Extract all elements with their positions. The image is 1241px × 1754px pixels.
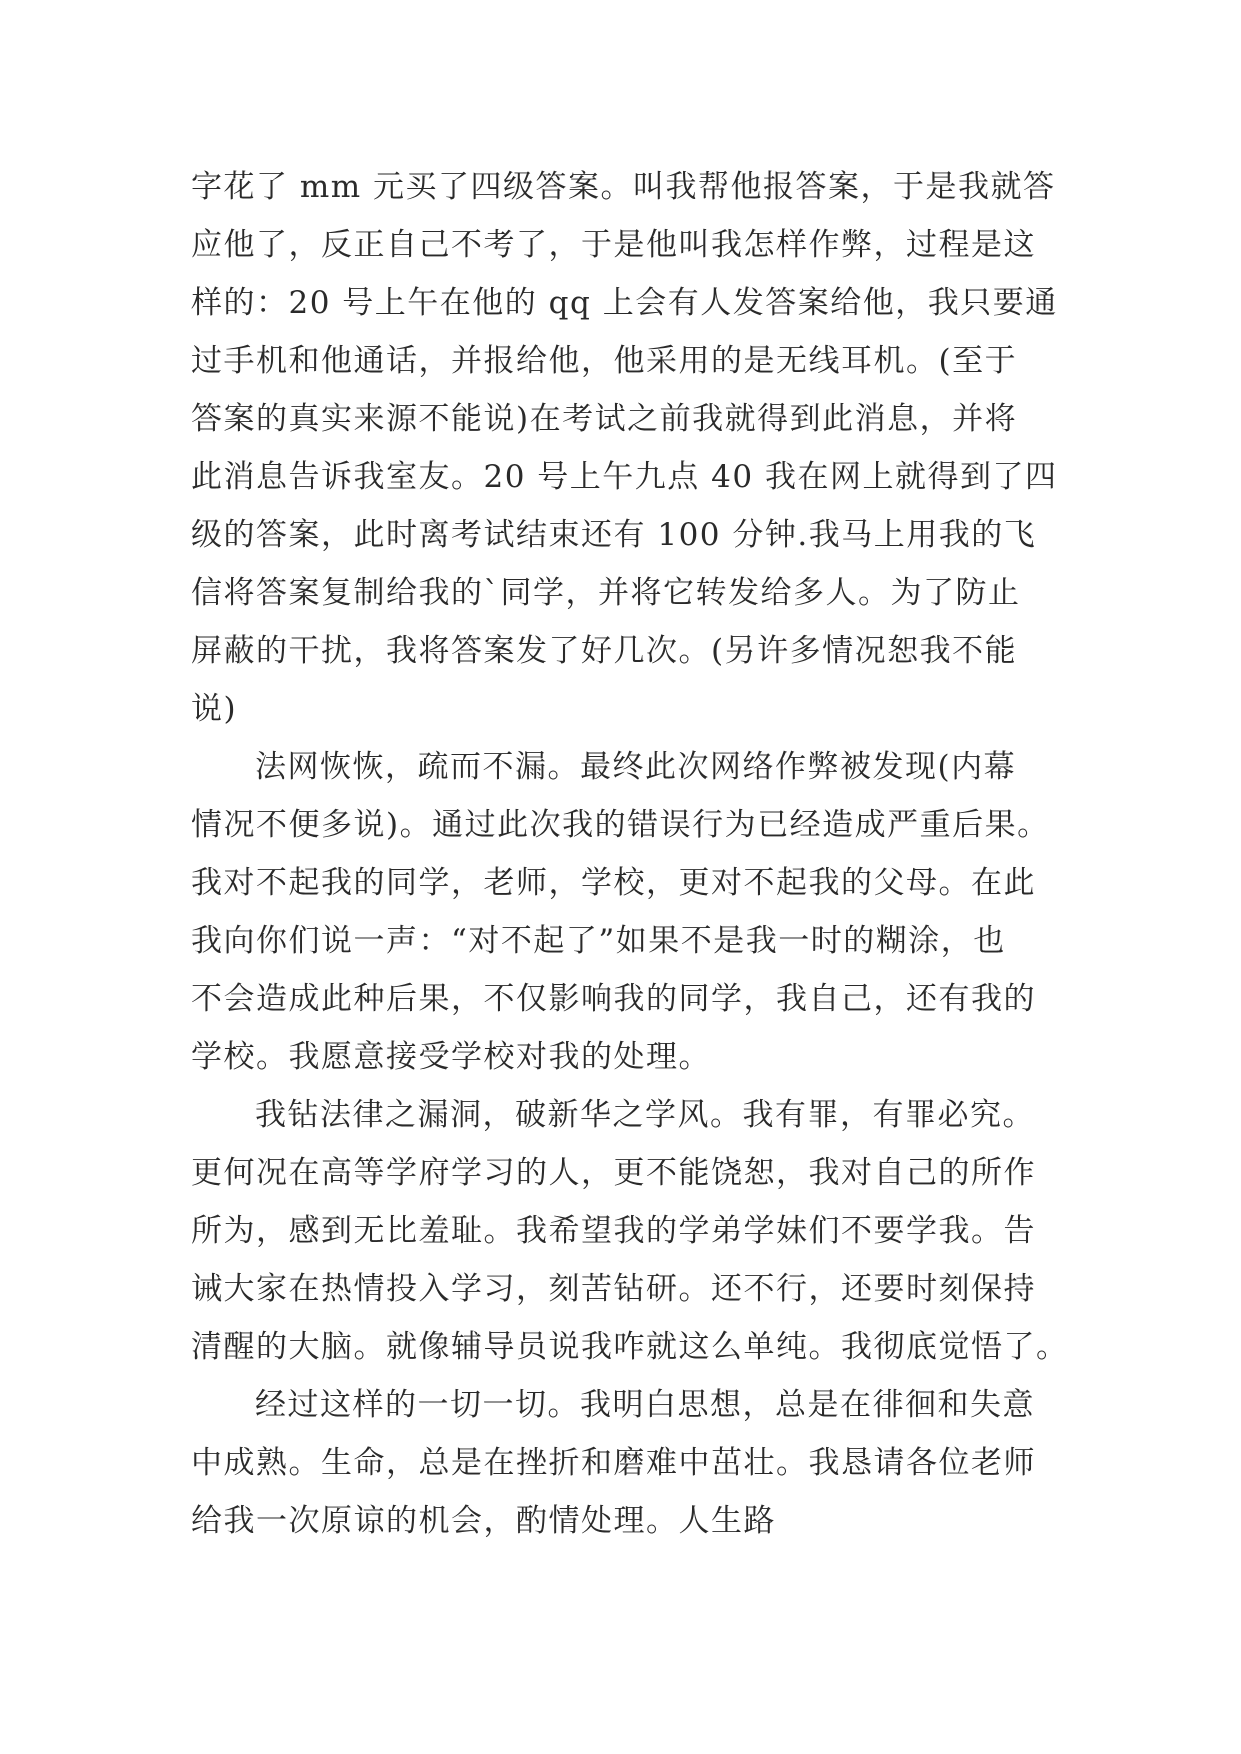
text-line: 我钻法律之漏洞，破新华之学风。我有罪，有罪必究。 xyxy=(255,1097,1035,1133)
text-line: 情况不便多说)。通过此次我的错误行为已经造成严重后果。 xyxy=(191,807,1050,843)
text-line: 清醒的大脑。就像辅导员说我咋就这么单纯。我彻底觉悟了。 xyxy=(191,1329,1069,1365)
text-line: 不会造成此种后果，不仅影响我的同学，我自己，还有我的 xyxy=(191,981,1036,1017)
document-body-text xyxy=(191,158,1069,1550)
text-line: 经过这样的一切一切。我明白思想，总是在徘徊和失意 xyxy=(255,1387,1035,1423)
text-line: 中成熟。生命，总是在挫折和磨难中茁壮。我恳请各位老师 xyxy=(191,1445,1036,1481)
text-line: 所为，感到无比羞耻。我希望我的学弟学妹们不要学我。告 xyxy=(191,1213,1036,1249)
text-line: 更何况在高等学府学习的人，更不能饶恕，我对自己的所作 xyxy=(191,1155,1036,1191)
text-line: 此消息告诉我室友。20 号上午九点 40 我在网上就得到了四 xyxy=(191,459,1058,495)
text-line: 样的：20 号上午在他的 qq 上会有人发答案给他，我只要通 xyxy=(191,285,1058,321)
text-line: 诫大家在热情投入学习，刻苦钻研。还不行，还要时刻保持 xyxy=(191,1271,1036,1307)
text-line: 我对不起我的同学，老师，学校，更对不起我的父母。在此 xyxy=(191,865,1036,901)
text-line: 给我一次原谅的机会，酌情处理。人生路 xyxy=(191,1503,776,1539)
text-line: 学校。我愿意接受学校对我的处理。 xyxy=(191,1039,711,1075)
text-line: 应他了，反正自己不考了，于是他叫我怎样作弊，过程是这 xyxy=(191,227,1036,263)
text-line: 屏蔽的干扰，我将答案发了好几次。(另许多情况恕我不能 xyxy=(191,633,1018,669)
text-line: 答案的真实来源不能说)在考试之前我就得到此消息，并将 xyxy=(191,401,1018,437)
text-line: 级的答案，此时离考试结束还有 100 分钟.我马上用我的飞 xyxy=(191,517,1037,553)
text-line: 字花了 mm 元买了四级答案。叫我帮他报答案，于是我就答 xyxy=(191,169,1056,205)
text-line: 我向你们说一声：“对不起了”如果不是我一时的糊涂，也 xyxy=(191,923,1006,959)
text-line: 法网恢恢，疏而不漏。最终此次网络作弊被发现(内幕 xyxy=(255,749,1017,785)
text-line: 过手机和他通话，并报给他，他采用的是无线耳机。(至于 xyxy=(191,343,1018,379)
text-line: 信将答案复制给我的`同学，并将它转发给多人。为了防止 xyxy=(191,575,1021,611)
text-line: 说) xyxy=(191,691,238,727)
